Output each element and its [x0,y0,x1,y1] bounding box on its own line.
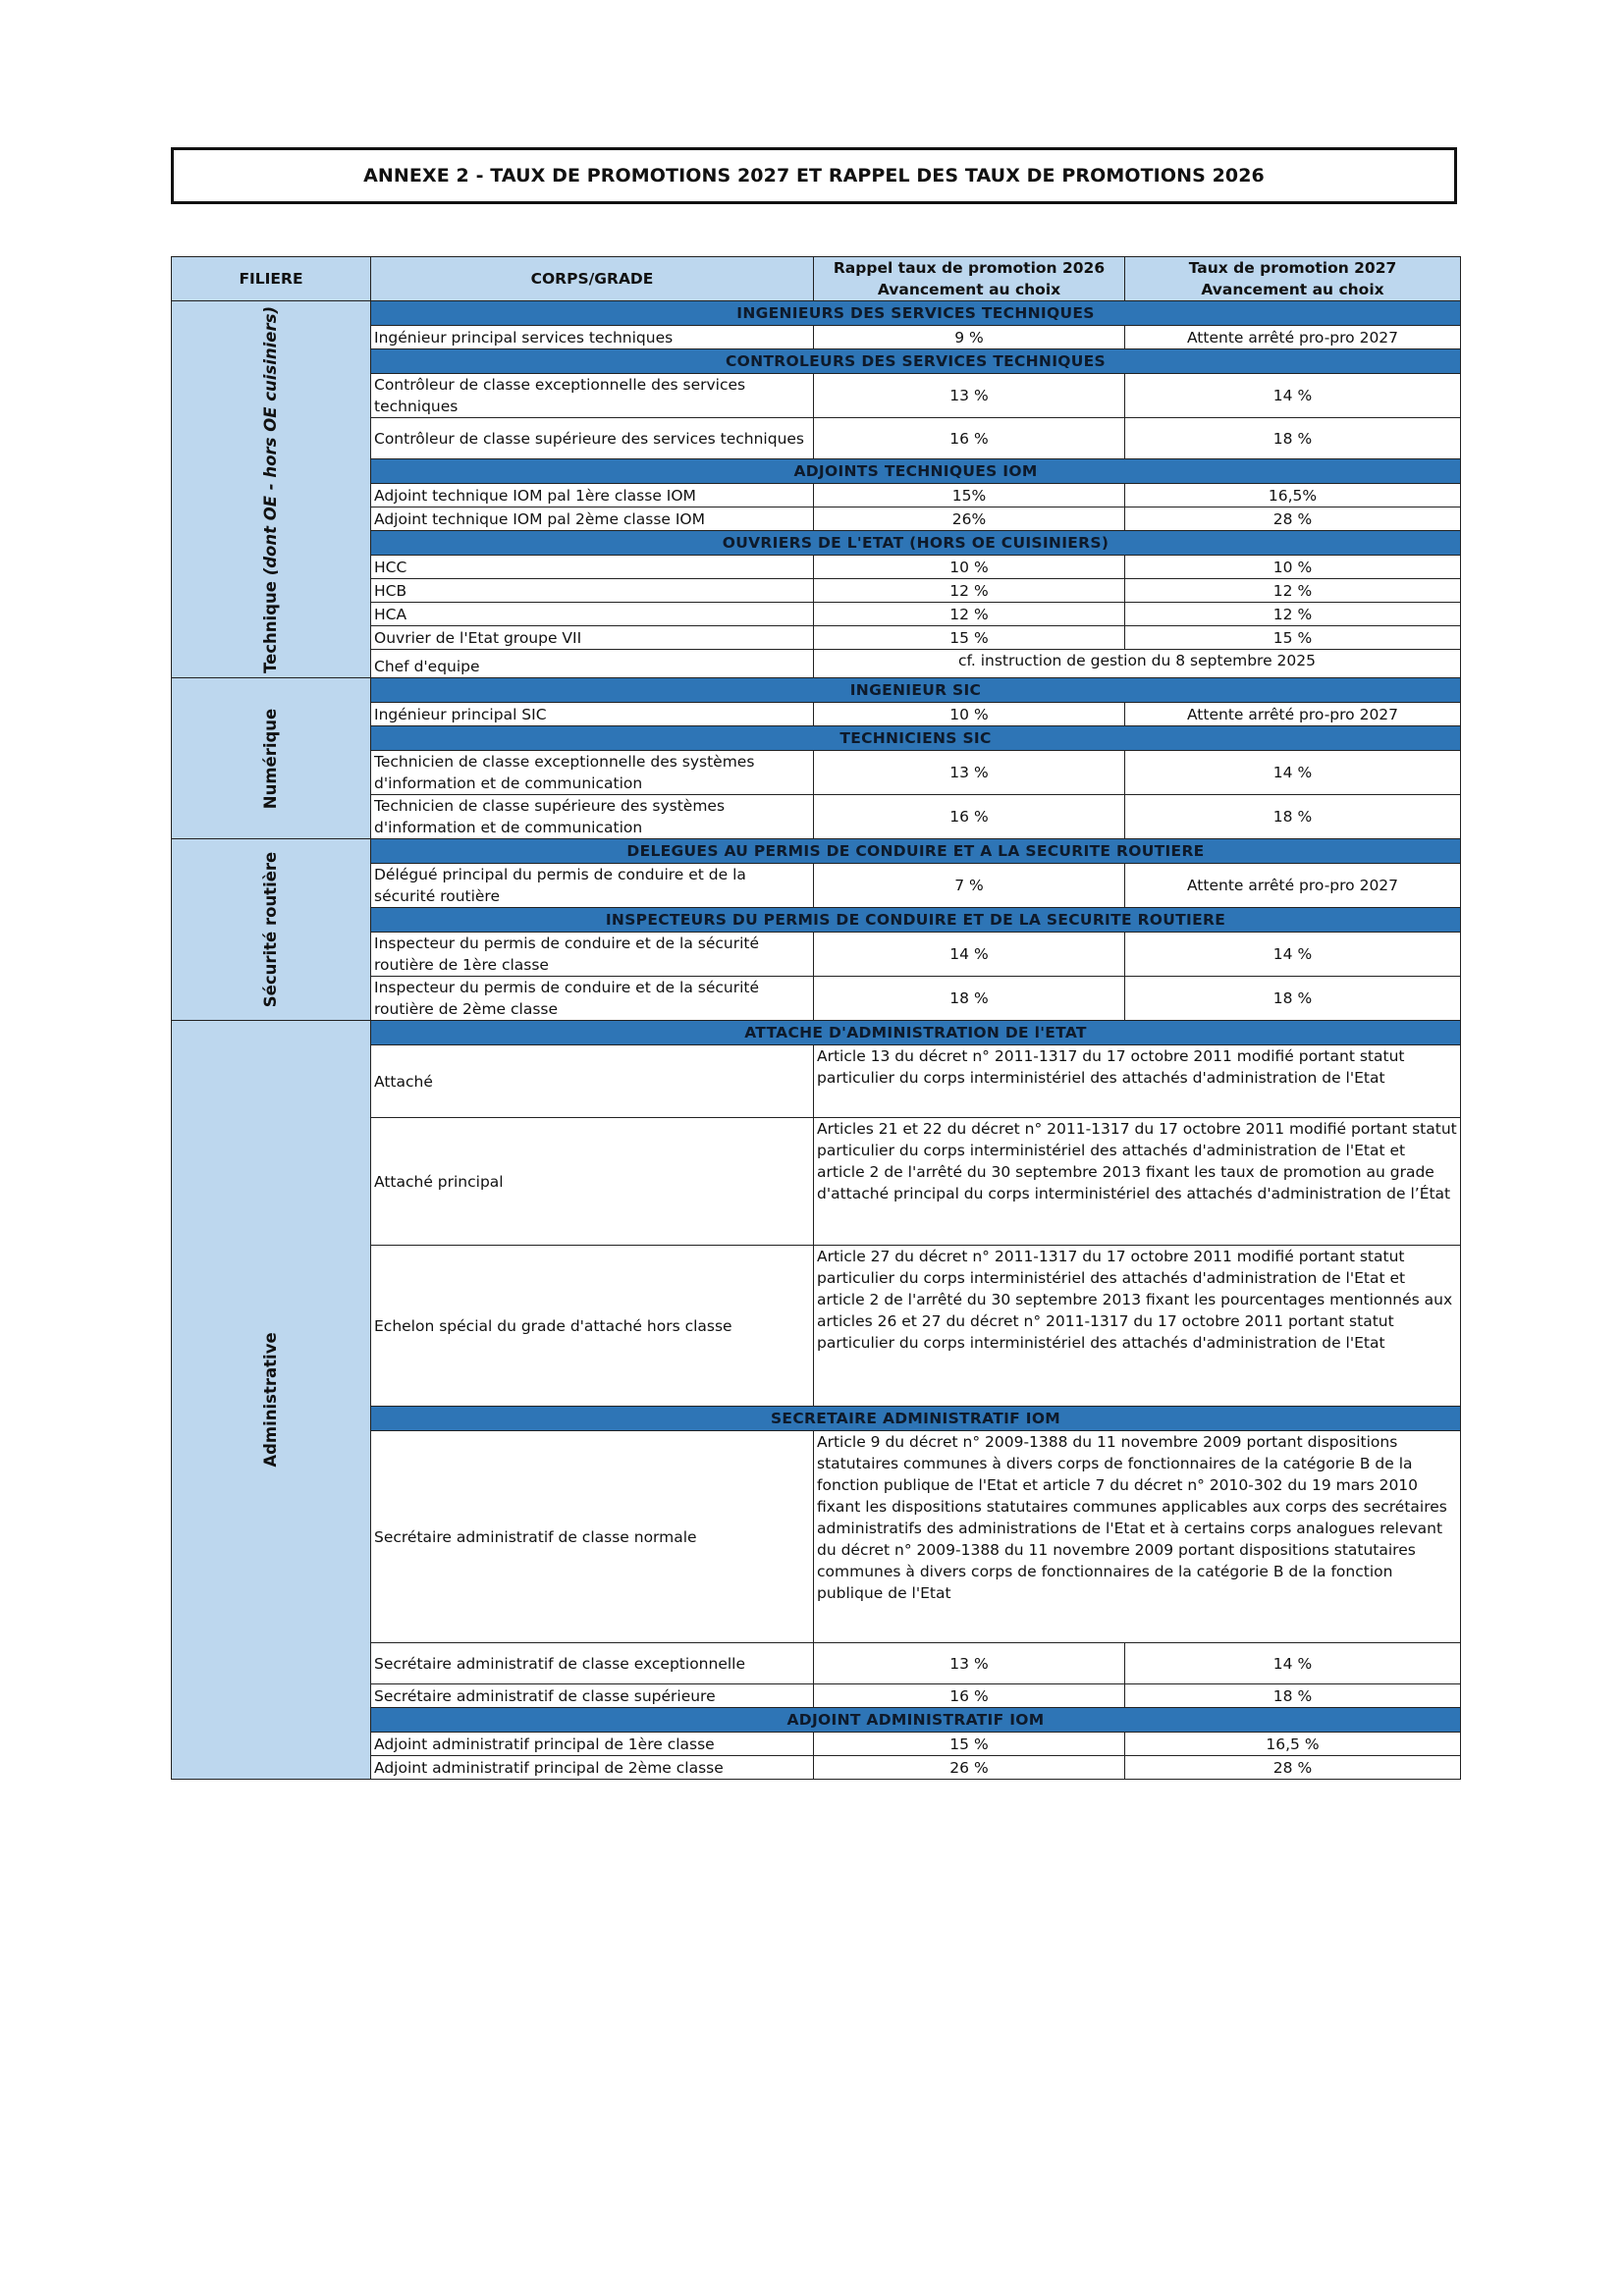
rate-2026: 10 % [814,703,1125,726]
filiere-administrative-label [260,1332,282,1467]
grade-cell: HCA [371,603,814,626]
header-taux-2027 [1125,257,1461,301]
section-band: CONTROLEURS DES SERVICES TECHNIQUES [371,349,1461,374]
filiere-securite-routiere-cell [172,839,371,1021]
section-band: DELEGUES AU PERMIS DE CONDUIRE ET A LA SECURITE ROUTIERE [371,839,1461,864]
rate-2026: 26% [814,507,1125,531]
filiere-securite-routiere-label [260,852,282,1008]
section-band-row [172,678,1461,703]
rate-2026: 13 % [814,1643,1125,1684]
grade-cell: Technicien de classe exceptionnelle des systèmes d'information et de communication [371,751,814,795]
grade-cell: Adjoint technique IOM pal 2ème classe IOM [371,507,814,531]
rate-2027: 18 % [1125,977,1461,1021]
rate-2027: Attente arrêté pro-pro 2027 [1125,326,1461,349]
grade-cell: Délégué principal du permis de conduire et de la sécurité routière [371,864,814,908]
filiere-numerique-cell [172,678,371,839]
header-filiere: FILIERE [172,257,371,301]
section-band: SECRETAIRE ADMINISTRATIF IOM [371,1407,1461,1431]
rate-2026: 12 % [814,579,1125,603]
reference-text: Article 9 du décret n° 2009-1388 du 11 novembre 2009 portant dispositions statutaires communes à divers corps de fonctionnaires de la catégorie B de la fonction publique de l'Etat et article 7 du décret n° 2010-302 du 19 mars 2010 fixant les dispositions statutaires communes applicables aux corps des secrétaires administratifs des administrations de l'Etat et à certains corps analogues relevant du décret n° 2009-1388 du 11 novembre 2009 portant dispositions statutaires communes à divers corps de fonctionnaires de la catégorie B de la fonction publique de l'Etat [814,1431,1461,1643]
grade-cell: Adjoint administratif principal de 1ère classe [371,1733,814,1756]
rate-2026: 16 % [814,418,1125,459]
section-band-row [172,839,1461,864]
rate-2027: Attente arrêté pro-pro 2027 [1125,703,1461,726]
grade-cell: Secrétaire administratif de classe exceptionnelle [371,1643,814,1684]
filiere-administrative-cell [172,1021,371,1780]
filiere-technique-cell [172,301,371,678]
header-taux-2027-line2: Avancement au choix [1201,281,1384,298]
rate-2026: 12 % [814,603,1125,626]
rate-2026: 26 % [814,1756,1125,1780]
section-band: OUVRIERS DE L'ETAT (HORS OE CUISINIERS) [371,531,1461,556]
rate-2026: 13 % [814,374,1125,418]
rate-2026: 15 % [814,626,1125,650]
grade-cell: Ouvrier de l'Etat groupe VII [371,626,814,650]
filiere-numerique-label [260,708,282,808]
section-band-row [172,1021,1461,1045]
grade-cell: Attaché [371,1045,814,1118]
page-title: ANNEXE 2 - TAUX DE PROMOTIONS 2027 ET RAPPEL DES TAUX DE PROMOTIONS 2026 [171,147,1457,204]
rate-2027: 18 % [1125,795,1461,839]
section-band: TECHNICIENS SIC [371,726,1461,751]
reference-text: Article 27 du décret n° 2011-1317 du 17 octobre 2011 modifié portant statut particulier du corps interministériel des attachés d'administration de l'Etat et article 2 de l'arrêté du 30 septembre 2013 fixant les pourcentages mentionnés aux articles 26 et 27 du décret n° 2011-1317 du 17 octobre 2011 portant statut particulier du corps interministériel des attachés d'administration de l'Etat [814,1246,1461,1407]
merged-rate-note: cf. instruction de gestion du 8 septembre 2025 [814,650,1461,678]
grade-cell: Contrôleur de classe supérieure des services techniques [371,418,814,459]
header-corps-grade: CORPS/GRADE [371,257,814,301]
rate-2027: 12 % [1125,603,1461,626]
rate-2027: 18 % [1125,418,1461,459]
grade-cell: Secrétaire administratif de classe supérieure [371,1684,814,1708]
grade-cell: Chef d'equipe [371,650,814,678]
section-band: ATTACHE D'ADMINISTRATION DE l'ETAT [371,1021,1461,1045]
rate-2027: 12 % [1125,579,1461,603]
filiere-technique-label-italic: (dont OE - hors OE cuisiniers) [261,305,280,575]
grade-cell: Adjoint administratif principal de 2ème classe [371,1756,814,1780]
grade-cell: Adjoint technique IOM pal 1ère classe IOM [371,484,814,507]
header-taux-2027-line1: Taux de promotion 2027 [1188,259,1397,277]
rate-2026: 16 % [814,795,1125,839]
rate-2027: 14 % [1125,933,1461,977]
grade-cell: Inspecteur du permis de conduire et de la sécurité routière de 2ème classe [371,977,814,1021]
rate-2027: 10 % [1125,556,1461,579]
filiere-technique-label-main: Technique [261,580,280,673]
rate-2027: 16,5% [1125,484,1461,507]
grade-cell: Ingénieur principal SIC [371,703,814,726]
grade-cell: Ingénieur principal services techniques [371,326,814,349]
grade-cell: HCB [371,579,814,603]
rate-2027: 28 % [1125,1756,1461,1780]
rate-2026: 13 % [814,751,1125,795]
rate-2027: 14 % [1125,1643,1461,1684]
rate-2027: 28 % [1125,507,1461,531]
filiere-numerique-label-main: Numérique [261,708,280,809]
rate-2027: 18 % [1125,1684,1461,1708]
rate-2026: 15 % [814,1733,1125,1756]
rate-2026: 16 % [814,1684,1125,1708]
reference-text: Article 13 du décret n° 2011-1317 du 17 octobre 2011 modifié portant statut particulier du corps interministériel des attachés d'administration de l'Etat [814,1045,1461,1118]
grade-cell: Inspecteur du permis de conduire et de la sécurité routière de 1ère classe [371,933,814,977]
grade-cell: Secrétaire administratif de classe normale [371,1431,814,1643]
rate-2027: 16,5 % [1125,1733,1461,1756]
section-band: ADJOINT ADMINISTRATIF IOM [371,1708,1461,1733]
rate-2027: Attente arrêté pro-pro 2027 [1125,864,1461,908]
header-rappel-2026 [814,257,1125,301]
rate-2026: 7 % [814,864,1125,908]
filiere-administrative-label-main: Administrative [261,1332,280,1468]
section-band: ADJOINTS TECHNIQUES IOM [371,459,1461,484]
rate-2026: 9 % [814,326,1125,349]
section-band: INGENIEUR SIC [371,678,1461,703]
rate-2026: 10 % [814,556,1125,579]
grade-cell: Echelon spécial du grade d'attaché hors classe [371,1246,814,1407]
grade-cell: Contrôleur de classe exceptionnelle des services techniques [371,374,814,418]
rate-2027: 15 % [1125,626,1461,650]
header-rappel-2026-line1: Rappel taux de promotion 2026 [833,259,1106,277]
header-rappel-2026-line2: Avancement au choix [877,281,1061,298]
table-body [172,301,1461,1780]
table-header-row [172,257,1461,301]
filiere-technique-label [260,306,282,673]
rate-2027: 14 % [1125,751,1461,795]
grade-cell: HCC [371,556,814,579]
section-band: INGENIEURS DES SERVICES TECHNIQUES [371,301,1461,326]
grade-cell: Attaché principal [371,1118,814,1246]
reference-text: Articles 21 et 22 du décret n° 2011-1317 du 17 octobre 2011 modifié portant statut particulier du corps interministériel des attachés d'administration de l'Etat et article 2 de l'arrêté du 30 septembre 2013 fixant les taux de promotion au grade d'attaché principal du corps interministériel des attachés d'administration de l’État [814,1118,1461,1246]
rate-2026: 15% [814,484,1125,507]
section-band-row [172,301,1461,326]
grade-cell: Technicien de classe supérieure des systèmes d'information et de communication [371,795,814,839]
rate-2026: 14 % [814,933,1125,977]
promotion-rates-table [171,256,1461,1780]
rate-2026: 18 % [814,977,1125,1021]
section-band: INSPECTEURS DU PERMIS DE CONDUIRE ET DE LA SECURITE ROUTIERE [371,908,1461,933]
filiere-securite-routiere-label-main: Sécurité routière [261,851,280,1008]
rate-2027: 14 % [1125,374,1461,418]
